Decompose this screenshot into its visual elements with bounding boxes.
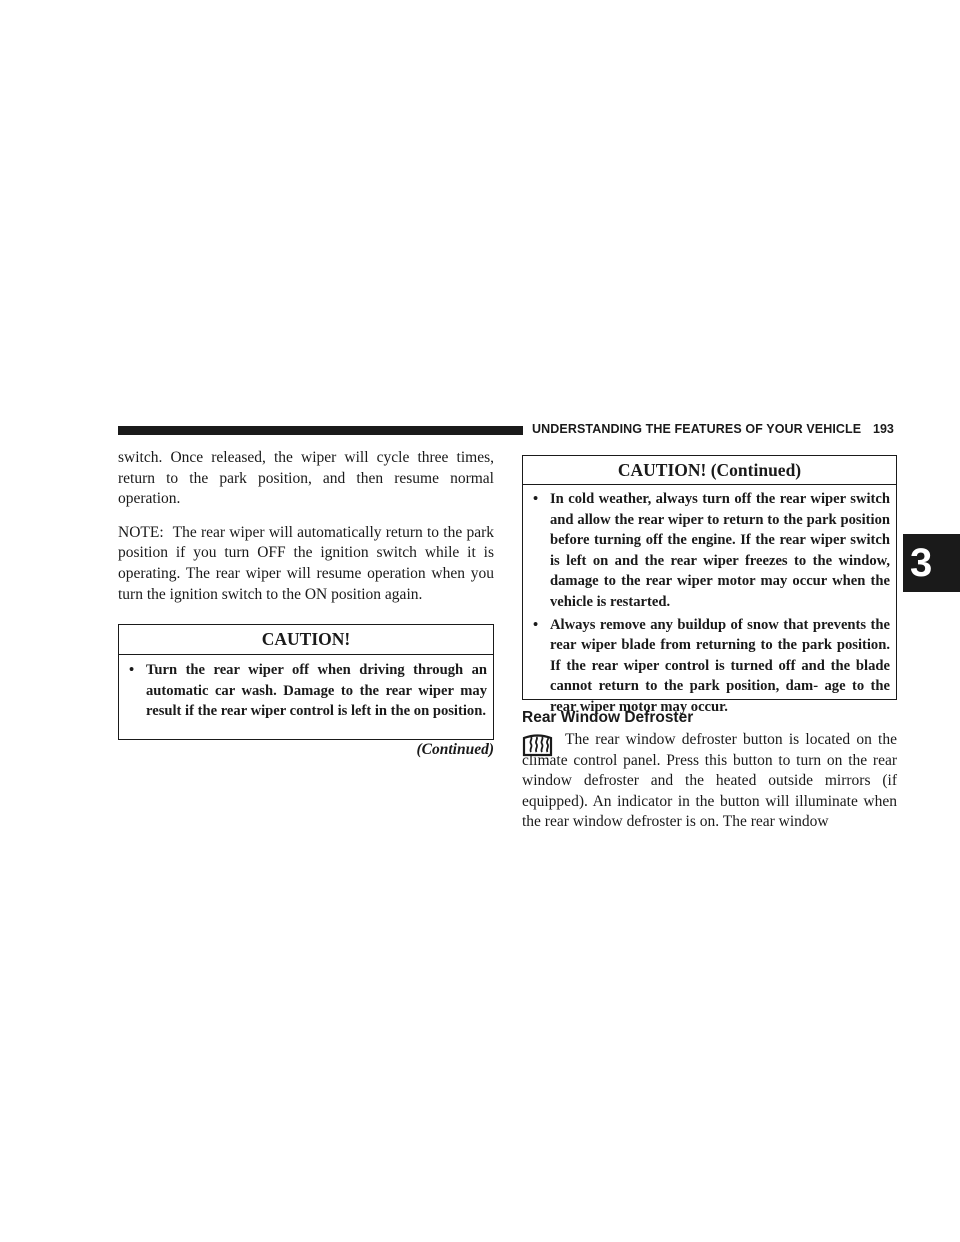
caution-item-text: Turn the rear wiper off when driving through an automatic car wash. Damage to the rear wiper may result if the rear wiper control is left in the on position. bbox=[146, 662, 487, 720]
caution-box-left bbox=[118, 624, 494, 740]
note-label: NOTE: bbox=[118, 523, 164, 541]
caution-item bbox=[533, 615, 890, 718]
right-column bbox=[522, 455, 897, 833]
intro-paragraph: switch. Once released, the wiper will cycle three times, return to the park position, and then resume normal operation. bbox=[118, 449, 494, 508]
bullet: • bbox=[533, 491, 539, 507]
header-rule bbox=[118, 426, 523, 435]
left-column bbox=[118, 448, 494, 760]
bullet: • bbox=[129, 662, 135, 679]
caution-box-right bbox=[522, 455, 897, 715]
caution-list-right bbox=[523, 485, 896, 718]
caution-item-text: Always remove any buildup of snow that prevents the rear wiper blade from returning to the park position. If the rear wiper control is turned off and the blade cannot return to the park position, dam- age to the rear wiper motor may occur. bbox=[550, 616, 890, 715]
chapter-tab: 3 bbox=[903, 534, 960, 592]
note-paragraph bbox=[118, 523, 494, 605]
defroster-paragraph: The rear window defroster button is located on the climate control panel. Press this button to turn on the rear window defroster and the heated outside mirrors (if equipped). An indicator in the button will illuminate when the rear window defroster is on. The rear window bbox=[522, 731, 897, 831]
continued-label: (Continued) bbox=[416, 741, 494, 759]
page-number: 193 bbox=[873, 422, 894, 436]
caution-item bbox=[533, 489, 890, 613]
section-heading: Rear Window Defroster bbox=[522, 709, 694, 726]
caution-item-text: In cold weather, always turn off the rear wiper switch and allow the rear wiper to return to the park position before turning off the engine. If the rear wiper switch is left on and the rear wiper freezes to the window, damage to the rear wiper motor may occur when the vehicle is restarted. bbox=[550, 491, 890, 610]
note-text: The rear wiper will automatically return to the park position if you turn OFF the ignition switch while it is operating. The rear wiper will resume operation when you turn the ignition switch to the ON position again. bbox=[118, 523, 494, 603]
caution-title: CAUTION! bbox=[119, 625, 493, 655]
caution-item bbox=[129, 660, 487, 722]
defroster-section bbox=[522, 730, 897, 833]
rear-defroster-icon bbox=[522, 732, 553, 758]
caution-continued-title: CAUTION! (Continued) bbox=[523, 456, 896, 485]
page-header-title: UNDERSTANDING THE FEATURES OF YOUR VEHICLE bbox=[532, 422, 862, 436]
bullet: • bbox=[533, 616, 539, 633]
caution-list-left bbox=[119, 655, 493, 722]
